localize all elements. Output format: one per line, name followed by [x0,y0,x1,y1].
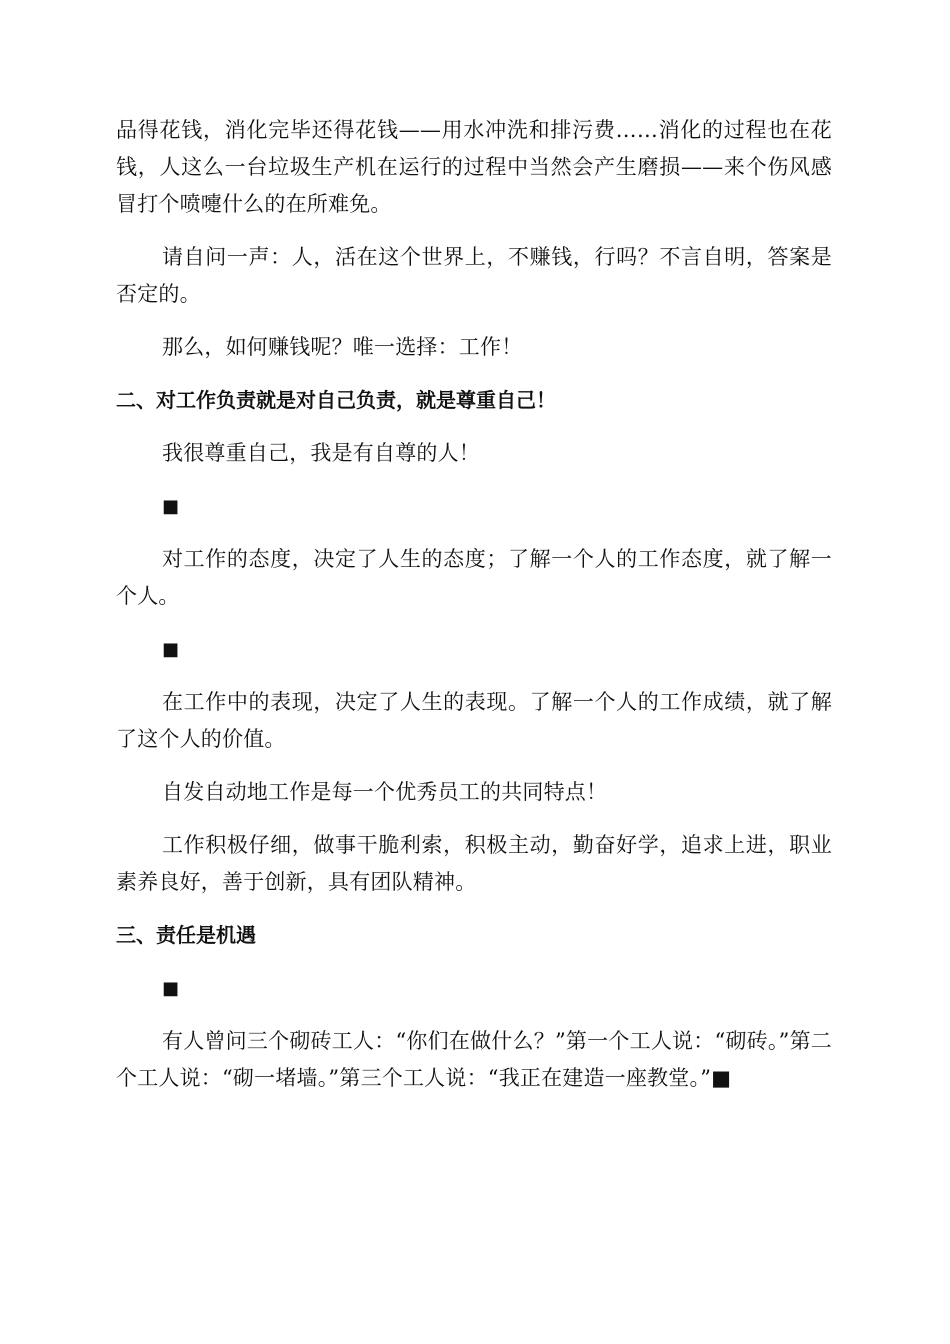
paragraph-bricklayers: 有人曾问三个砌砖工人：“你们在做什么？”第一个工人说：“砌砖。”第二个工人说：“砌一堵墙。”第三个工人说：“我正在建造一座教堂。”■ [116,1029,832,1090]
document-page [116,112,832,1113]
paragraph-attitude: 对工作的态度，决定了人生的态度；了解一个人的工作态度，就了解一个人。 [116,547,832,608]
paragraph-answer: 那么，如何赚钱呢？唯一选择：工作！ [162,335,523,359]
section-heading-2: 二、对工作负责就是对自己负责，就是尊重自己！ [116,388,556,412]
paragraph-self-motivated: 自发自动地工作是每一个优秀员工的共同特点！ [162,780,608,804]
paragraph-question: 请自问一声：人，活在这个世界上，不赚钱，行吗？不言自明，答案是否定的。 [116,245,832,306]
section-heading-3: 三、责任是机遇 [116,923,256,947]
square-bullet: ■ [162,639,180,660]
square-bullet: ■ [162,496,180,517]
square-bullet: ■ [162,978,180,999]
paragraph-performance: 在工作中的表现，决定了人生的表现。了解一个人的工作成绩，就了解了这个人的价值。 [116,690,832,751]
paragraph-self-respect: 我很尊重自己，我是有自尊的人！ [162,441,480,465]
paragraph-continuation: 品得花钱，消化完毕还得花钱——用水冲洗和排污费……消化的过程也在花钱，人这么一台垃圾生产机在运行的过程中当然会产生磨损——来个伤风感冒打个喷嚏什么的在所难免。 [116,118,832,216]
paragraph-qualities: 工作积极仔细，做事干脆利索，积极主动，勤奋好学，追求上进，职业素养良好，善于创新，具有团队精神。 [116,833,832,894]
